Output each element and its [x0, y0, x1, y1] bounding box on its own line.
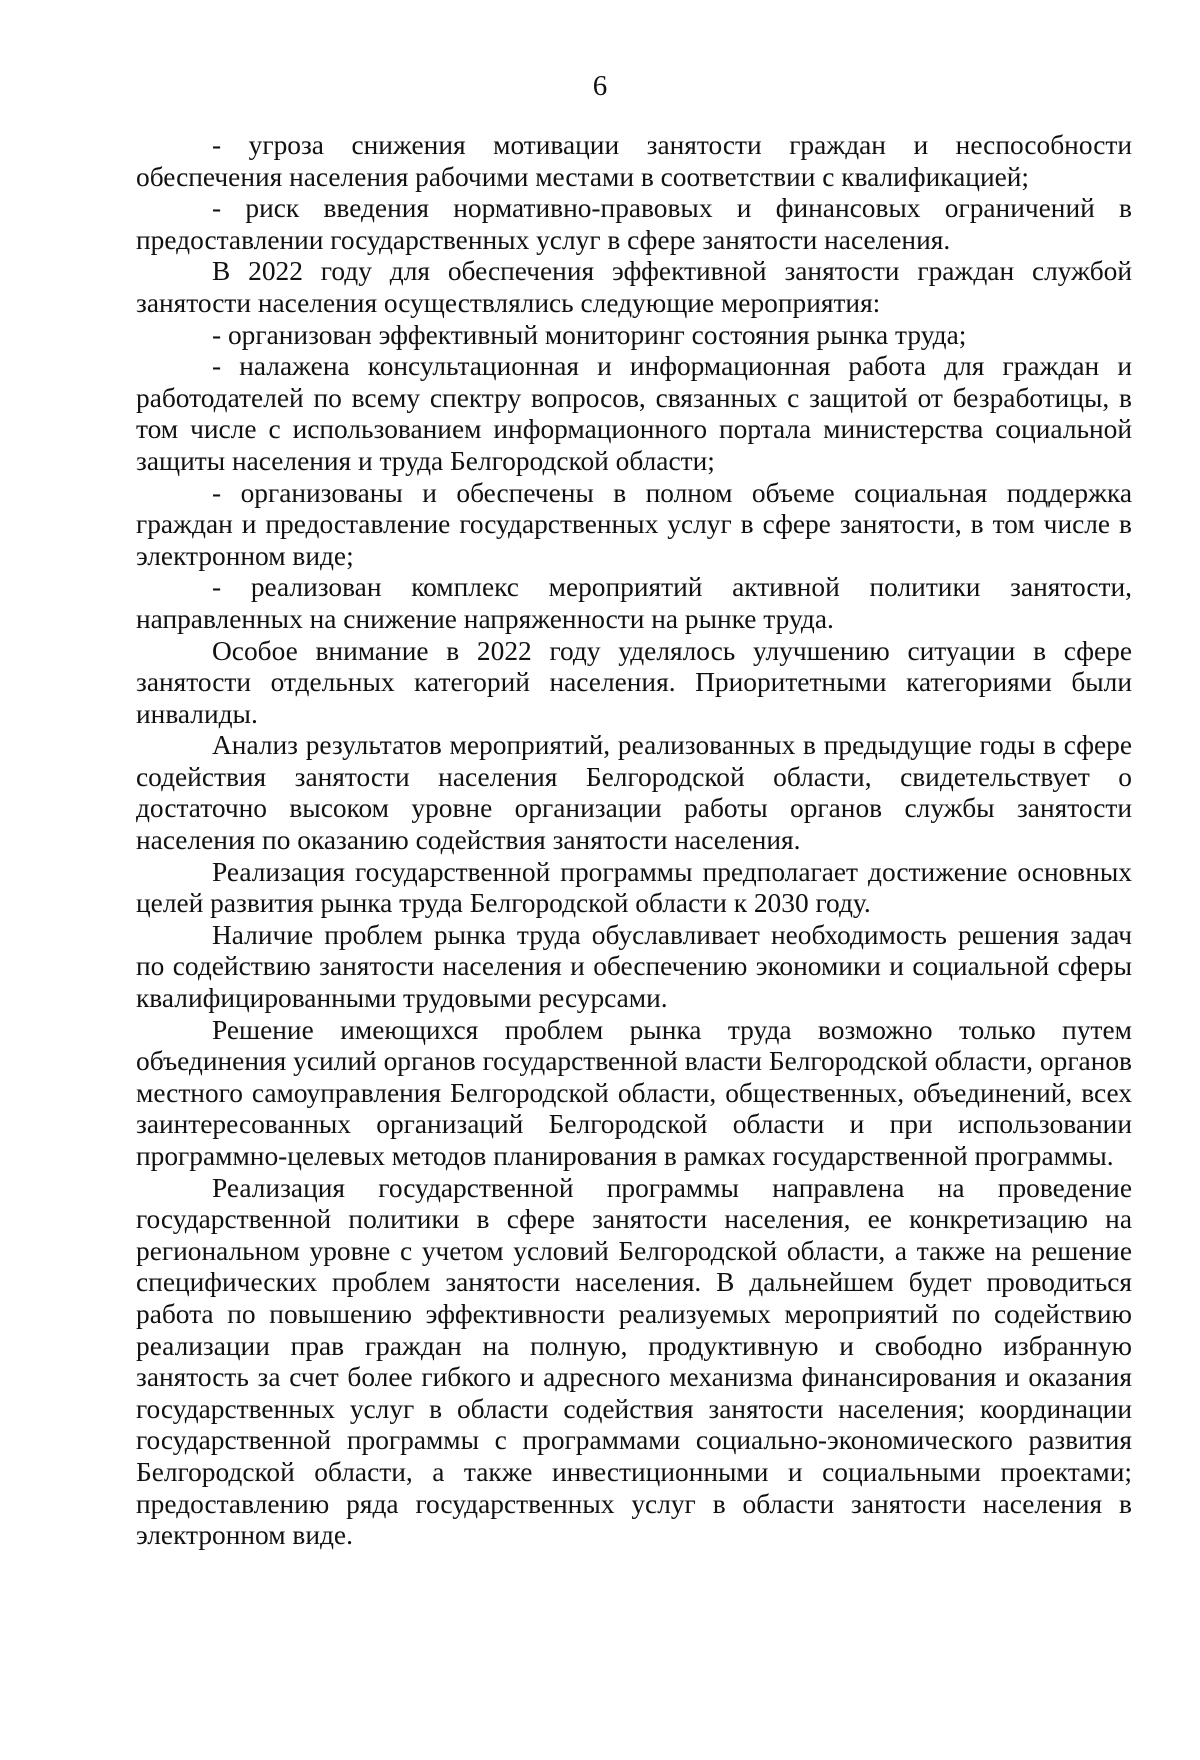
paragraph-active-policy: - реализован комплекс мероприятий активной политики занятости, направленных на снижение напряженности на рынке труда. [136, 572, 1132, 634]
paragraph-program-goals: Реализация государственной программы предполагает достижение основных целей развития рынка труда Белгородской области к 2030 году. [136, 856, 1132, 919]
paragraph-problems: Наличие проблем рынка труда обуславливает необходимость решения задач по содействию занятости населения и обеспечению экономики и социальной сферы квалифицированными трудовыми ресурсами. [136, 919, 1132, 1014]
paragraph-priority-categories: Особое внимание в 2022 году уделялось улучшению ситуации в сфере занятости отдельных категорий населения. Приоритетными категориями были инвалиды. [136, 635, 1132, 729]
paragraph-solution: Решение имеющихся проблем рынка труда возможно только путем объединения усилий органов государственной власти Белгородской области, органов местного самоуправления Белгородской области, общественных, объединений, всех заинтересованных организаций Белгородской области и при использовании программно-целевых методов планирования в рамках государственной программы. [136, 1014, 1132, 1171]
paragraph-risk-restrictions: - риск введения нормативно-правовых и финансовых ограничений в предоставлении государственных услуг в сфере занятости населения. [136, 193, 1132, 255]
paragraph-2022-measures-intro: В 2022 году для обеспечения эффективной занятости граждан службой занятости населения осуществлялись следующие мероприятия: [136, 256, 1132, 318]
paragraph-risk-motivation: - угроза снижения мотивации занятости граждан и неспособности обеспечения населения рабочими местами в соответствии с квалификацией; [136, 130, 1132, 192]
page-number: 6 [592, 70, 608, 102]
document-body [136, 130, 1132, 1552]
paragraph-monitoring: - организован эффективный мониторинг состояния рынка труда; [212, 319, 967, 350]
paragraph-analysis: Анализ результатов мероприятий, реализованных в предыдущие годы в сфере содействия занятости населения Белгородской области, свидетельствует о достаточно высоком уровне организации работы органов службы занятости населения по оказанию содействия занятости населения. [136, 730, 1132, 856]
paragraph-social-support: - организованы и обеспечены в полном объеме социальная поддержка граждан и предоставление государственных услуг в сфере занятости, в том числе в электронном виде; [136, 477, 1132, 571]
paragraph-program-direction: Реализация государственной программы направлена на проведение государственной политики в сфере занятости населения, ее конкретизацию на региональном уровне с учетом условий Белгородской области, а также на решение специфических проблем занятости населения. В дальнейшем будет проводиться работа по повышению эффективности реализуемых мероприятий по содействию реализации прав граждан на полную, продуктивную и свободно избранную занятость за счет более гибкого и адресного механизма финансирования и оказания государственных услуг в области содействия занятости населения; координации государственной программы с программами социально-экономического развития Белгородской области, а также инвестиционными и социальными проектами; предоставлению ряда государственных услуг в области занятости населения в электронном виде. [136, 1172, 1132, 1551]
paragraph-consulting: - налажена консультационная и информационная работа для граждан и работодателей по всему спектру вопросов, связанных с защитой от безработицы, в том числе с использованием информационного портала министерства социальной защиты населения и труда Белгородской области; [136, 351, 1132, 476]
